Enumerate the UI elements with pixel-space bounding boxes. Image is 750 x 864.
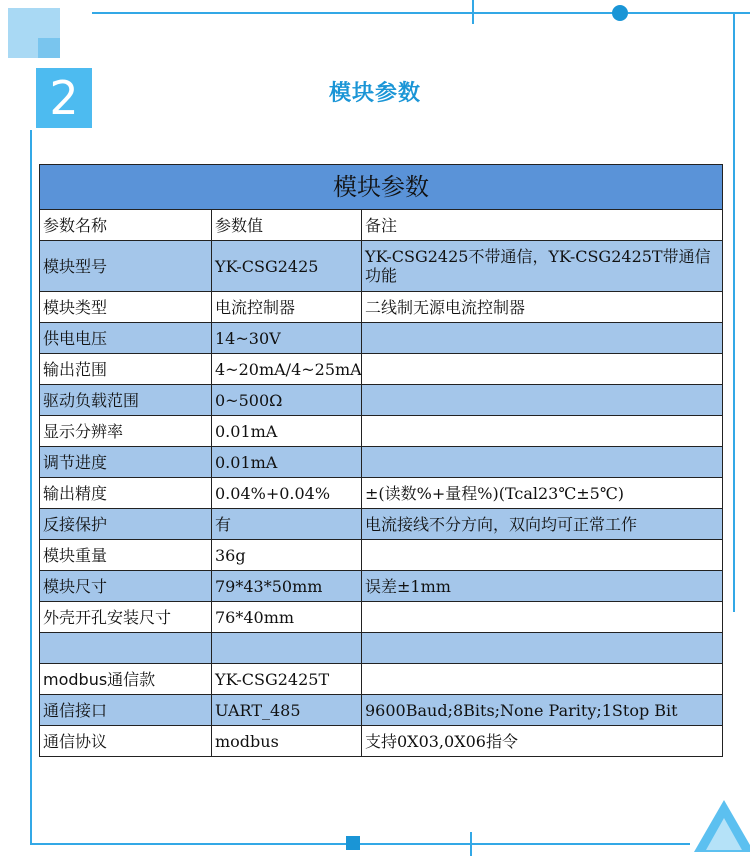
frame-line-bottom3	[470, 843, 690, 845]
cell-note	[362, 602, 723, 633]
table-row	[40, 241, 723, 292]
table-row	[40, 385, 723, 416]
cell-value: 0.01mA	[212, 447, 362, 478]
cell-note: 9600Baud;8Bits;None Parity;1Stop Bit	[362, 695, 723, 726]
cell-note: ±(读数%+量程%)(Tcal23℃±5℃)	[362, 478, 723, 509]
cell-value: 有	[212, 509, 362, 540]
section-heading: 模块参数	[328, 81, 421, 106]
header-note: 备注	[362, 210, 723, 241]
table-row	[40, 292, 723, 323]
cell-name: 调节进度	[40, 447, 212, 478]
cell-value: UART_485	[212, 695, 362, 726]
cell-name: 反接保护	[40, 509, 212, 540]
table-row	[40, 664, 723, 695]
table-header-row	[40, 210, 723, 241]
cell-note: 误差±1mm	[362, 571, 723, 602]
table-title: 模块参数	[40, 165, 723, 210]
cell-name: 显示分辨率	[40, 416, 212, 447]
table-row	[40, 695, 723, 726]
cell-name	[40, 633, 212, 664]
table-row	[40, 602, 723, 633]
cell-name: 外壳开孔安装尺寸	[40, 602, 212, 633]
cell-note	[362, 385, 723, 416]
table-row	[40, 416, 723, 447]
frame-line-top	[92, 12, 472, 14]
cell-value: modbus	[212, 726, 362, 757]
cell-name: 模块型号	[40, 241, 212, 292]
corner-decoration	[38, 38, 60, 58]
triangle-decoration	[706, 818, 742, 850]
cell-note: 支持0X03,0X06指令	[362, 726, 723, 757]
cell-value: 4~20mA/4~25mA	[212, 354, 362, 385]
cell-value: 36g	[212, 540, 362, 571]
parameter-table	[39, 164, 723, 757]
header-name: 参数名称	[40, 210, 212, 241]
cell-note	[362, 416, 723, 447]
cell-note: YK-CSG2425不带通信，YK-CSG2425T带通信功能	[362, 241, 723, 292]
cell-value: YK-CSG2425	[212, 241, 362, 292]
cell-value: 电流控制器	[212, 292, 362, 323]
dot-icon	[612, 5, 628, 21]
table-row	[40, 571, 723, 602]
frame-line-top-right2	[628, 12, 750, 14]
cell-note	[362, 447, 723, 478]
cell-value	[212, 633, 362, 664]
cell-name: 驱动负载范围	[40, 385, 212, 416]
cell-note	[362, 354, 723, 385]
cell-note: 电流接线不分方向，双向均可正常工作	[362, 509, 723, 540]
cell-value: 79*43*50mm	[212, 571, 362, 602]
cell-name: 通信协议	[40, 726, 212, 757]
section-number: 2	[36, 68, 92, 128]
square-icon	[346, 836, 360, 850]
cell-note: 二线制无源电流控制器	[362, 292, 723, 323]
cell-note	[362, 540, 723, 571]
cell-value: 0.04%+0.04%	[212, 478, 362, 509]
cell-name: modbus通信款	[40, 664, 212, 695]
cell-value: 14~30V	[212, 323, 362, 354]
cell-name: 输出范围	[40, 354, 212, 385]
cell-name: 供电电压	[40, 323, 212, 354]
frame-line-bottom	[30, 843, 350, 845]
cell-note	[362, 664, 723, 695]
cell-note	[362, 633, 723, 664]
table-row	[40, 323, 723, 354]
cell-name: 模块重量	[40, 540, 212, 571]
cell-name: 输出精度	[40, 478, 212, 509]
cell-name: 模块尺寸	[40, 571, 212, 602]
table-row	[40, 354, 723, 385]
header-value: 参数值	[212, 210, 362, 241]
frame-line-bottom2	[360, 843, 470, 845]
table-row	[40, 633, 723, 664]
cell-name: 模块类型	[40, 292, 212, 323]
table-row	[40, 509, 723, 540]
corner-decoration	[8, 8, 60, 38]
table-row	[40, 540, 723, 571]
table-row	[40, 478, 723, 509]
cell-note	[362, 323, 723, 354]
cell-value: YK-CSG2425T	[212, 664, 362, 695]
cell-value: 76*40mm	[212, 602, 362, 633]
frame-line-top-right	[472, 12, 618, 14]
cell-value: 0~500Ω	[212, 385, 362, 416]
cell-value: 0.01mA	[212, 416, 362, 447]
cell-name: 通信接口	[40, 695, 212, 726]
table-row	[40, 447, 723, 478]
frame-line-left	[30, 130, 32, 844]
table-row	[40, 726, 723, 757]
